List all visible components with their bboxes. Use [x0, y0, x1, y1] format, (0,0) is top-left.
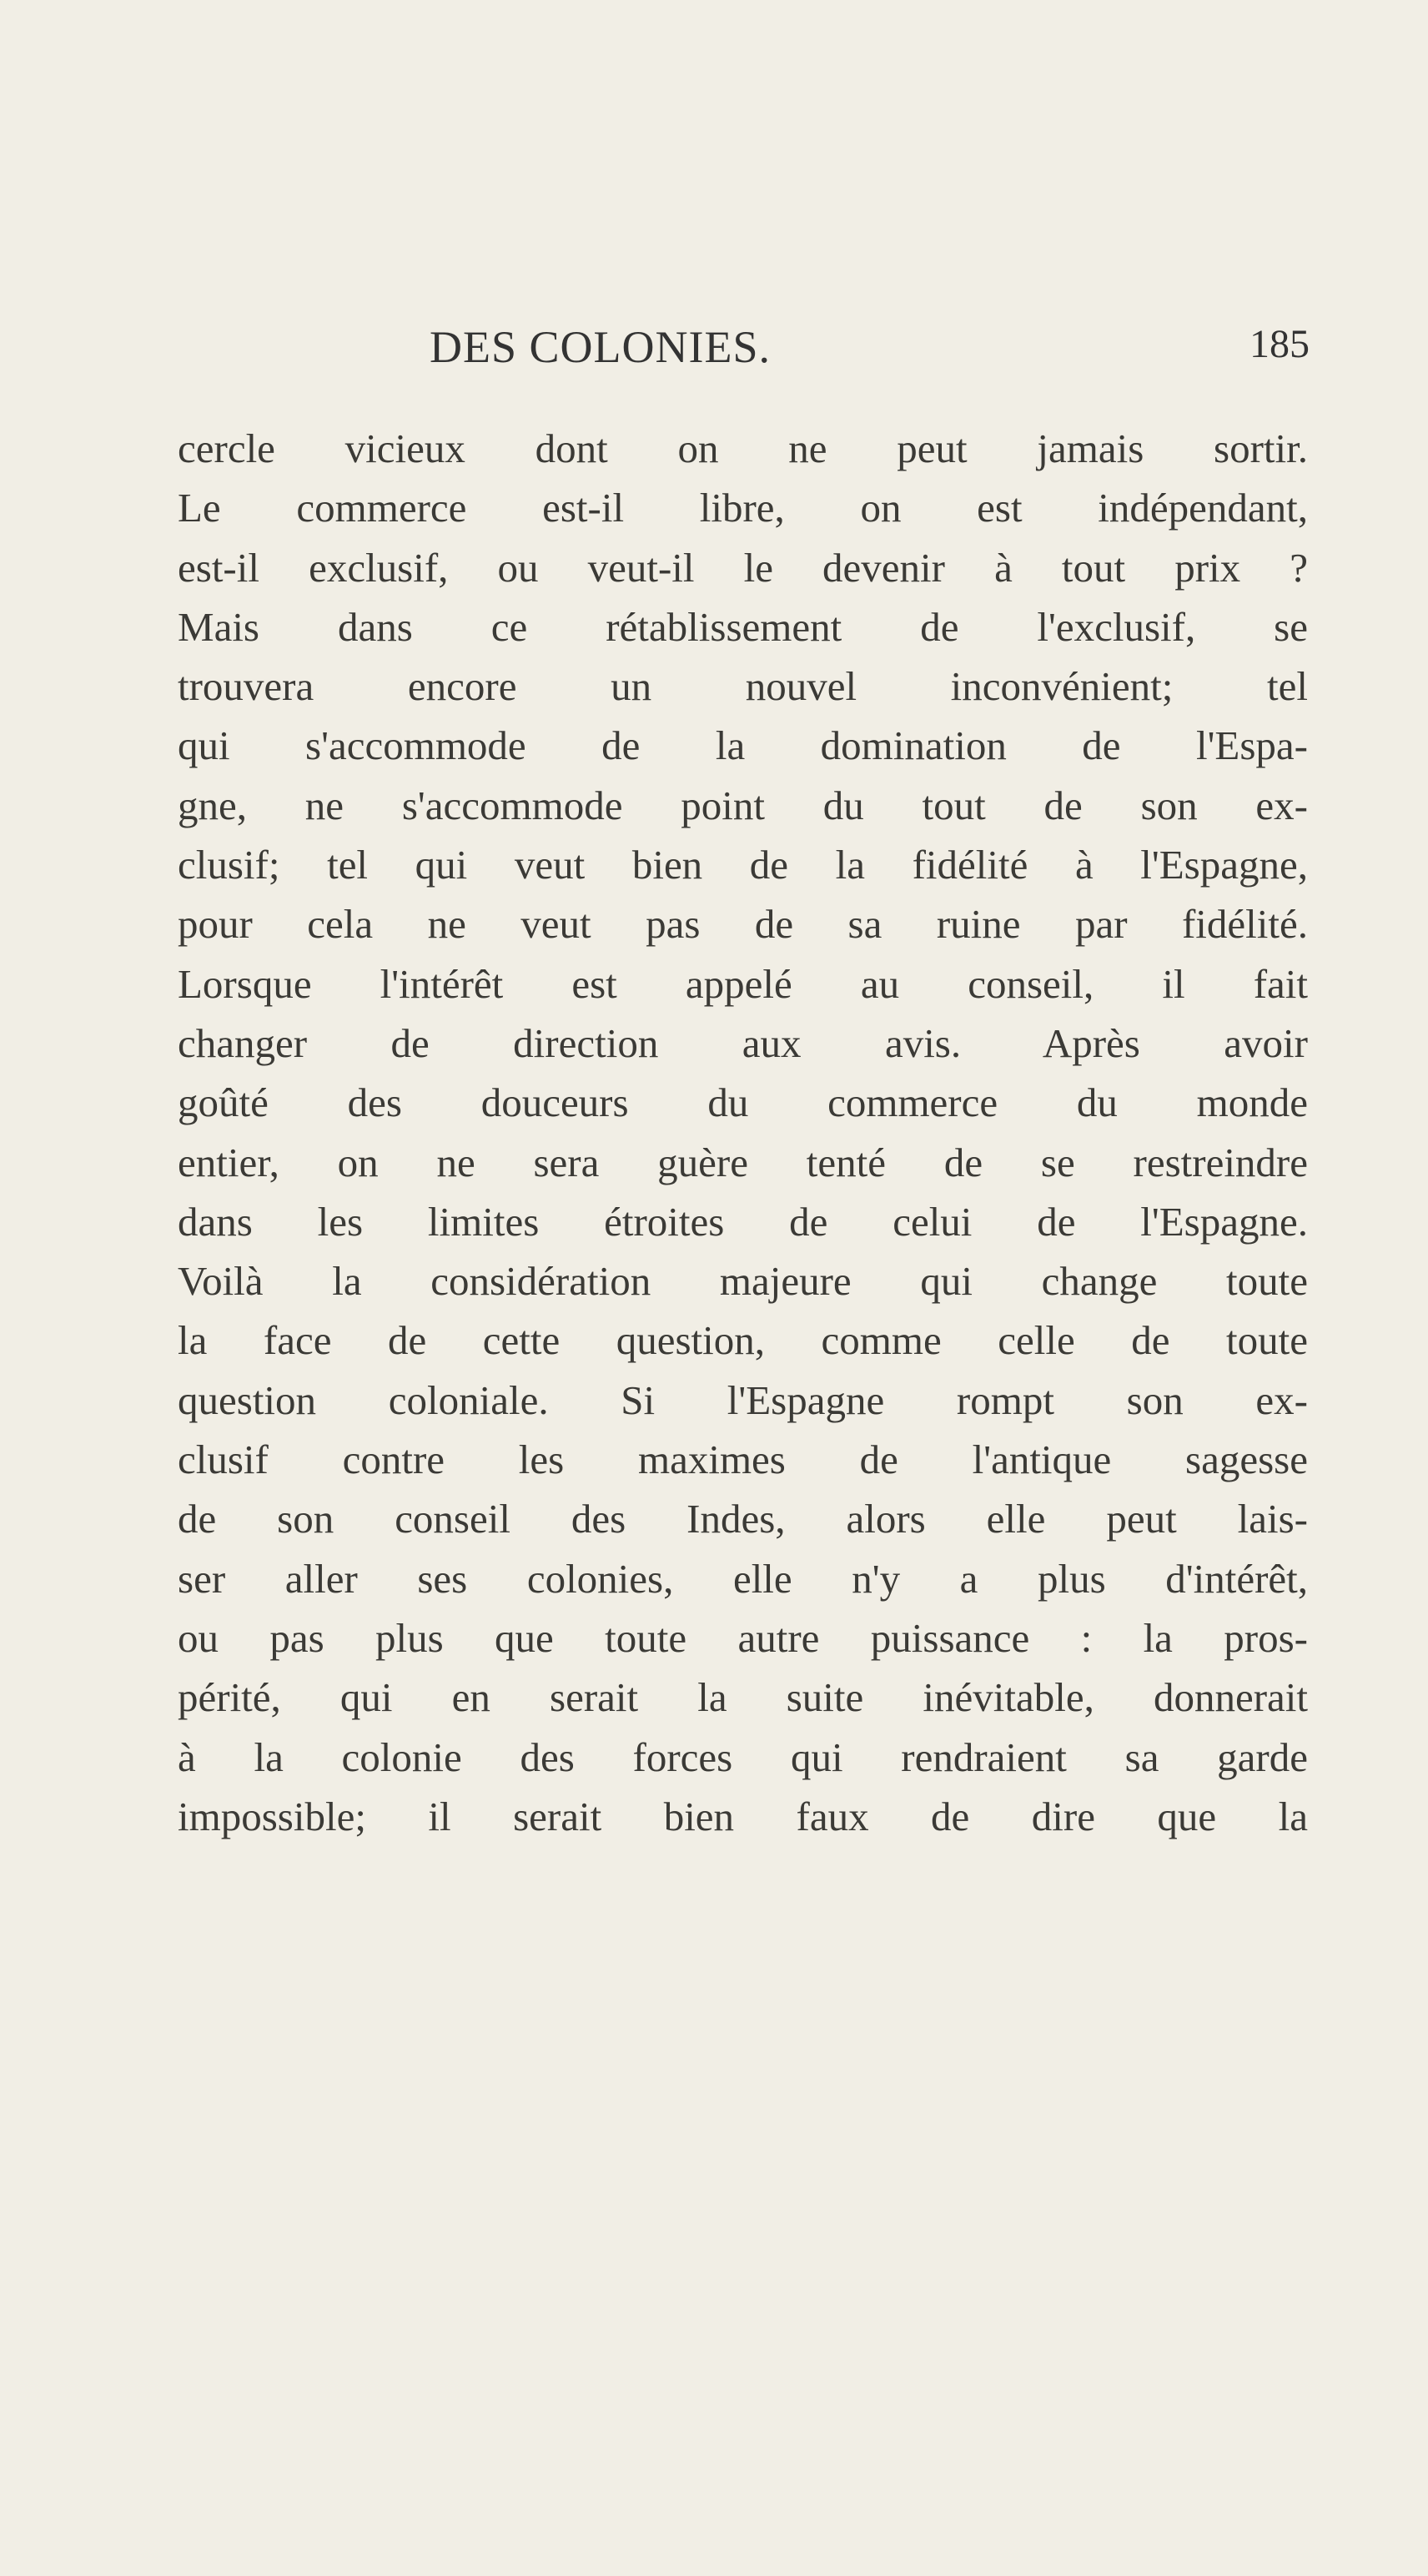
text-line: Lorsque l'intérêt est appelé au conseil, il fait	[178, 960, 1308, 1007]
text-line: impossible; il serait bien faux de dire que la	[178, 1793, 1308, 1839]
text-line: qui s'accommode de la domination de l'Espa-	[178, 722, 1308, 769]
page-header	[175, 321, 1310, 380]
text-line: est-il exclusif, ou veut-il le devenir à tout prix ?	[178, 544, 1308, 591]
text-line: pour cela ne veut pas de sa ruine par fidélité.	[178, 901, 1308, 948]
text-line: Le commerce est-il libre, on est indépendant,	[178, 485, 1308, 531]
text-line: ou pas plus que toute autre puissance : la pros-	[178, 1614, 1308, 1661]
text-line: entier, on ne sera guère tenté de se restreindre	[178, 1139, 1308, 1185]
text-line: dans les limites étroites de celui de l'Espagne.	[178, 1198, 1308, 1245]
text-line: trouvera encore un nouvel inconvénient; tel	[178, 663, 1308, 710]
text-line: gne, ne s'accommode point du tout de son ex-	[178, 782, 1308, 828]
page-number: 185	[1250, 322, 1310, 366]
text-line: changer de direction aux avis. Après avoir	[178, 1019, 1308, 1066]
text-line: périté, qui en serait la suite inévitable, donnerait	[178, 1674, 1308, 1721]
text-line: à la colonie des forces qui rendraient sa garde	[178, 1733, 1308, 1780]
text-line: de son conseil des Indes, alors elle peut lais-	[178, 1496, 1308, 1542]
text-line: goûté des douceurs du commerce du monde	[178, 1079, 1308, 1126]
body-text	[178, 419, 1308, 1846]
running-title: DES COLONIES.	[430, 322, 772, 372]
text-line: ser aller ses colonies, elle n'y a plus d'intérêt,	[178, 1555, 1308, 1602]
text-line: clusif contre les maximes de l'antique sagesse	[178, 1436, 1308, 1483]
text-line: la face de cette question, comme celle de toute	[178, 1317, 1308, 1364]
text-line: Mais dans ce rétablissement de l'exclusif, se	[178, 603, 1308, 650]
text-line: question coloniale. Si l'Espagne rompt son ex-	[178, 1376, 1308, 1423]
text-line: cercle vicieux dont on ne peut jamais sortir.	[178, 425, 1308, 471]
text-line: Voilà la considération majeure qui change toute	[178, 1258, 1308, 1305]
text-line: clusif; tel qui veut bien de la fidélité à l'Espagne,	[178, 842, 1308, 888]
